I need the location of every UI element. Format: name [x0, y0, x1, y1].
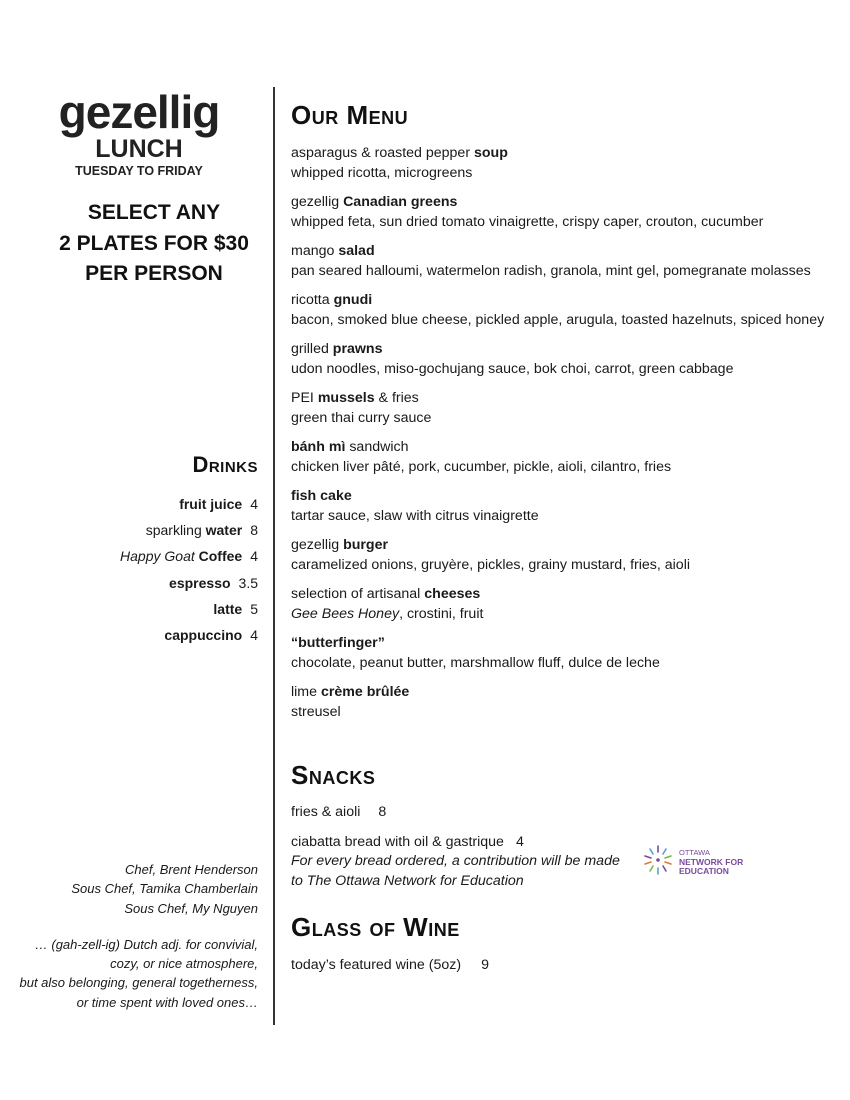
menu-item-desc: chicken liver pâté, pork, cucumber, pickle, aioli, cilantro, fries [291, 458, 672, 475]
menu-item [291, 438, 824, 477]
dish-name: mussels [317, 390, 375, 406]
dish-prefix: gezellig [291, 537, 344, 553]
drink-prefix: sparkling [145, 522, 206, 539]
dish-name: Canadian greens [343, 194, 458, 210]
promo-line: PER PERSON [85, 262, 223, 285]
menu-item [291, 389, 824, 428]
menu-item-desc: udon noodles, miso-gochujang sauce, bok choi, carrot, green cabbage [291, 360, 734, 377]
menu-item-title [291, 536, 824, 556]
partner-line: NETWORK FOR [679, 856, 744, 867]
menu-item-title [291, 487, 824, 507]
promo-line: 2 PLATES FOR $30 [59, 231, 249, 255]
menu-heading: Our Menu [291, 100, 409, 130]
dish-prefix: grilled [291, 341, 333, 357]
drink-price: 4 [250, 627, 258, 644]
promo-offer [0, 198, 308, 290]
dish-name: gnudi [333, 292, 373, 308]
drink-item [120, 622, 258, 648]
snack-name: fries & aioli [291, 804, 361, 820]
dish-name: fish cake [291, 488, 352, 504]
drink-item [120, 543, 258, 569]
menu-item-title [291, 634, 824, 654]
drink-name: water [205, 522, 243, 539]
wine-heading: Glass of Wine [291, 912, 460, 942]
menu-item [291, 487, 824, 526]
snack-price: 8 [378, 804, 387, 820]
menu-item-desc: caramelized onions, gruyère, pickles, grainy mustard, fries, aioli [291, 556, 690, 573]
donation-note: For every bread ordered, a contribution will be made [291, 853, 620, 869]
dish-prefix: asparagus & roasted pepper [291, 145, 474, 161]
definition-line: cozy, or nice atmosphere, [110, 956, 258, 972]
menu-item-title [291, 585, 824, 605]
drink-name: espresso [169, 574, 231, 591]
drink-price: 3.5 [238, 574, 258, 591]
credits-block [19, 860, 258, 1012]
menu-item-desc: streusel [291, 703, 341, 720]
menu-item-title [291, 438, 824, 458]
menu-item-title [291, 340, 824, 360]
dish-prefix: selection of artisanal [291, 586, 425, 602]
partner-name [679, 848, 743, 877]
menu-item-title [291, 683, 824, 703]
logo-wordmark: gezellig [58, 86, 220, 138]
promo-line: SELECT ANY [87, 201, 221, 224]
definition-line: … (gah-zell-ig) Dutch adj. for convivial, [34, 936, 258, 952]
snack-item [291, 803, 620, 823]
wine-name: today’s featured wine (5oz) [291, 957, 462, 973]
snack-item [291, 833, 620, 853]
snacks-heading: Snacks [291, 760, 376, 790]
dish-prefix: ricotta [291, 292, 334, 308]
menu-item-desc: whipped ricotta, microgreens [291, 164, 473, 181]
drink-item [120, 570, 258, 596]
drink-brand: Happy Goat [120, 548, 199, 565]
menu-item [291, 340, 824, 379]
dish-name: bánh mì [291, 439, 346, 455]
menu-item [291, 585, 824, 624]
drink-name: Coffee [198, 548, 243, 565]
menu-item [291, 536, 824, 575]
partner-line: EDUCATION [679, 866, 729, 876]
logo-block [0, 88, 278, 179]
drinks-heading: Drinks [192, 452, 258, 477]
drink-name: cappuccino [164, 627, 243, 644]
menu-item-title [291, 144, 824, 164]
menu-item-desc: whipped feta, sun dried tomato vinaigrette, crispy caper, crouton, cucumber [291, 213, 764, 230]
dish-suffix: sandwich [345, 439, 409, 455]
menu-item-desc: chocolate, peanut butter, marshmallow fluff, dulce de leche [291, 654, 660, 671]
wine-item [291, 956, 489, 976]
menu-item-desc: green thai curry sauce [291, 409, 432, 426]
menu-item [291, 634, 824, 673]
dish-prefix: lime [291, 684, 321, 700]
definition-line: but also belonging, general togetherness, [19, 975, 258, 991]
dish-name: prawns [332, 341, 383, 357]
menu-item-desc: bacon, smoked blue cheese, pickled apple, arugula, toasted hazelnuts, spiced honey [291, 311, 825, 328]
dish-name: burger [343, 537, 388, 553]
dish-prefix: PEI [291, 390, 318, 406]
snack-name: ciabatta bread with oil & gastrique [291, 833, 504, 850]
snacks-list [291, 803, 620, 891]
chef-credit: Chef, Brent Henderson [125, 862, 258, 877]
partner-logo [641, 843, 761, 879]
donation-note: to The Ottawa Network for Education [291, 872, 524, 889]
desc-text: , crostini, fruit [399, 605, 484, 622]
dish-prefix: gezellig [291, 194, 344, 210]
menu-item [291, 291, 824, 330]
menu-item [291, 242, 824, 281]
service-days: TUESDAY TO FRIDAY [75, 164, 203, 178]
dish-suffix: & fries [374, 390, 419, 406]
partner-line: OTTAWA [679, 848, 710, 857]
menu-item [291, 193, 824, 232]
menu-item-title [291, 291, 824, 311]
drink-item [120, 491, 258, 517]
drink-price: 4 [250, 496, 258, 512]
menu-item-title [291, 242, 824, 262]
drink-name: fruit juice [179, 496, 243, 512]
dish-name: salad [338, 243, 375, 259]
dish-name: cheeses [424, 586, 481, 602]
dish-prefix: mango [291, 243, 339, 259]
dish-name: soup [473, 145, 508, 161]
menu-item-desc: pan seared halloumi, watermelon radish, granola, mint gel, pomegranate molasses [291, 262, 811, 279]
drink-item [120, 517, 258, 543]
drink-name: latte [213, 600, 243, 617]
menu-list [291, 144, 824, 732]
menu-item [291, 683, 824, 722]
menu-item-desc [291, 605, 824, 625]
dish-name: “butterfinger” [291, 635, 385, 651]
snack-price: 4 [515, 833, 524, 850]
lunch-heading: LUNCH [95, 135, 183, 163]
drink-item [120, 596, 258, 622]
starburst-icon [641, 843, 675, 877]
menu-item [291, 144, 824, 183]
wine-price: 9 [481, 957, 489, 973]
sous-chef-credit: Sous Chef, Tamika Chamberlain [71, 881, 258, 897]
column-divider [273, 87, 275, 1025]
dish-name: crème brûlée [320, 684, 410, 700]
sous-chef-credit: Sous Chef, My Nguyen [124, 900, 258, 916]
menu-item-title [291, 389, 824, 409]
drinks-list [120, 491, 258, 648]
menu-item-desc: tartar sauce, slaw with citrus vinaigrette [291, 507, 539, 524]
drink-price: 4 [250, 548, 258, 565]
definition-line: or time spent with loved ones… [76, 994, 258, 1010]
menu-item-title [291, 193, 824, 213]
drink-price: 8 [250, 522, 258, 539]
honey-brand: Gee Bees Honey [291, 605, 400, 622]
drink-price: 5 [250, 600, 258, 617]
spacer [19, 918, 258, 935]
